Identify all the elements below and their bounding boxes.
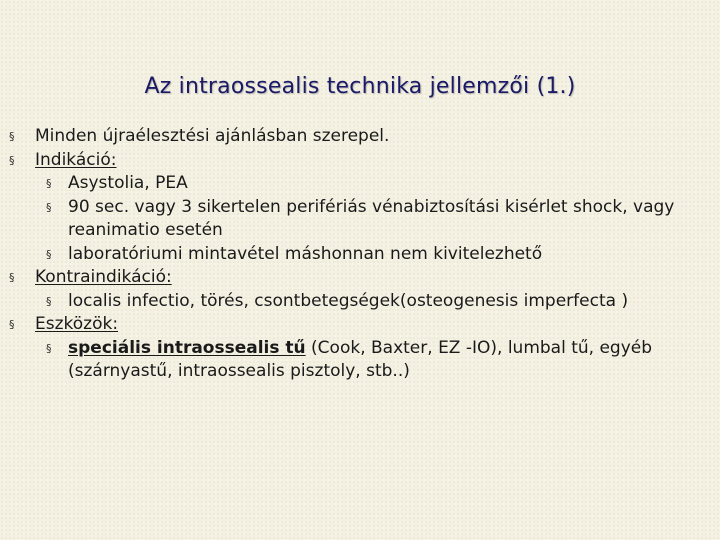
item-text-bold: speciális intraossealis tű [68,337,306,358]
bullet-icon: § [9,318,15,331]
bullet-icon: § [46,294,52,308]
bullet-icon: § [46,177,52,190]
item-text: localis infectio, törés, csontbetegségek(osteogenesis imperfecta ) [68,290,629,311]
list-item [0,266,720,290]
list-item [0,313,720,337]
slide-title: Az intraossealis technika jellemzői (1.) [144,74,576,99]
item-heading-indikacio: Indikáció: [35,149,117,170]
sub-list-item [0,196,720,243]
item-text: laboratóriumi mintavétel máshonnan nem kivitelezhető [68,243,543,264]
item-text: Asystolia, PEA [68,173,188,193]
bullet-icon: § [46,200,52,214]
sub-list-item [0,243,720,267]
item-text: (Cook, Baxter, EZ -IO), lumbal tű, egyéb (szárnyastű, intraossealis pisztoly, stb..) [68,337,653,381]
sub-list-item [0,172,720,196]
bullet-icon: § [9,271,15,284]
bullet-icon: § [46,341,52,355]
bullet-icon: § [46,247,52,261]
bullet-icon: § [9,153,15,167]
sub-list-item [0,337,720,384]
slide-content [0,125,720,384]
sub-list-item [0,290,720,314]
list-item [0,149,720,173]
list-item [0,125,720,149]
item-text: Minden újraélesztési ajánlásban szerepel. [35,126,390,146]
bullet-icon: § [9,130,15,143]
item-text: 90 sec. vagy 3 sikertelen perifériás vénabiztosítási kisérlet shock, vagy reanimatio esetén [68,196,675,240]
item-heading-kontraindikacio: Kontraindikáció: [35,267,172,287]
item-heading-eszkozok: Eszközök: [35,314,119,334]
